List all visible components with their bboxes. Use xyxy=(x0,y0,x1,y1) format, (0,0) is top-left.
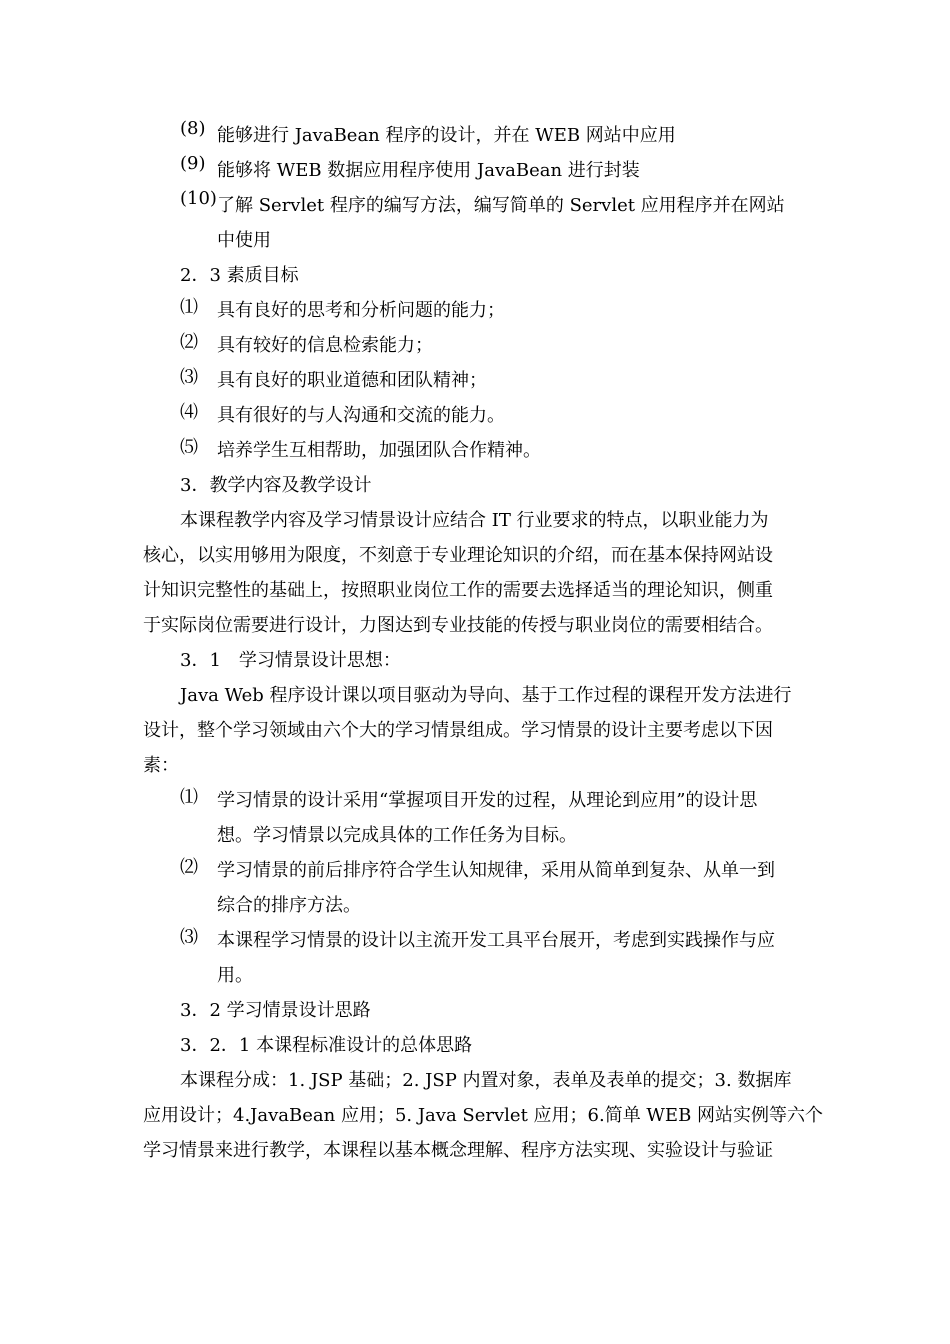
section-heading-3-2: 3．2 学习情景设计思路 xyxy=(180,1000,371,1021)
item-number: ⑶ xyxy=(180,367,198,388)
item-text-continued: 想。学习情景以完成具体的工作任务为目标。 xyxy=(217,825,577,846)
item-number: ⑵ xyxy=(180,332,198,353)
item-text: 培养学生互相帮助，加强团队合作精神。 xyxy=(217,440,541,461)
item-text: 具有良好的职业道德和团队精神； xyxy=(217,370,487,391)
paragraph-line: 设计，整个学习领域由六个大的学习情景组成。学习情景的设计主要考虑以下因 xyxy=(143,720,773,741)
page-content xyxy=(143,118,824,1168)
paragraph xyxy=(143,678,808,783)
item-number: (10) xyxy=(180,188,217,209)
list-item xyxy=(180,923,808,993)
item-text-continued: 中使用 xyxy=(217,230,271,251)
list-item xyxy=(180,153,808,188)
item-text: 能够进行 JavaBean 程序的设计，并在 WEB 网站中应用 xyxy=(217,125,676,146)
paragraph-line: 核心，以实用够用为限度，不刻意于专业理论知识的介绍，而在基本保持网站设 xyxy=(143,545,773,566)
paragraph-line: 本课程教学内容及学习情景设计应结合 IT 行业要求的特点，以职业能力为 xyxy=(180,510,769,531)
list-item xyxy=(180,783,808,853)
item-text: 本课程学习情景的设计以主流开发工具平台展开，考虑到实践操作与应 xyxy=(217,930,775,951)
section-heading-2-3: 2．3 素质目标 xyxy=(180,265,299,286)
item-text: 具有较好的信息检索能力； xyxy=(217,335,433,356)
list-item xyxy=(180,118,808,153)
section-heading-3: 3．教学内容及教学设计 xyxy=(180,475,372,496)
item-text: 了解 Servlet 程序的编写方法，编写简单的 Servlet 应用程序并在网站 xyxy=(217,195,785,216)
item-number: ⑴ xyxy=(180,787,198,808)
item-text: 具有良好的思考和分析问题的能力； xyxy=(217,300,505,321)
list-item xyxy=(180,363,808,398)
paragraph-line: 应用设计；4.JavaBean 应用；5. Java Servlet 应用；6.简单 WEB 网站实例等六个 xyxy=(143,1105,824,1126)
paragraph-line: 素： xyxy=(143,755,179,776)
list-item xyxy=(180,853,808,923)
list-item xyxy=(180,188,808,258)
paragraph-line: 本课程分成：1. JSP 基础；2. JSP 内置对象，表单及表单的提交；3. 数据库 xyxy=(180,1070,792,1091)
item-number: ⑵ xyxy=(180,857,198,878)
list-item xyxy=(180,398,808,433)
section-heading-3-1: 3．1 学习情景设计思想： xyxy=(180,650,401,671)
section-heading-3-2-1: 3．2．1 本课程标准设计的总体思路 xyxy=(180,1035,473,1056)
list-item xyxy=(180,293,808,328)
paragraph-line: 计知识完整性的基础上，按照职业岗位工作的需要去选择适当的理论知识，侧重 xyxy=(143,580,773,601)
item-number: (8) xyxy=(180,118,206,139)
list-item xyxy=(180,328,808,363)
item-number: ⑸ xyxy=(180,437,198,458)
item-number: ⑴ xyxy=(180,297,198,318)
paragraph-line: 学习情景来进行教学，本课程以基本概念理解、程序方法实现、实验设计与验证 xyxy=(143,1140,773,1161)
paragraph xyxy=(143,503,808,643)
item-text: 能够将 WEB 数据应用程序使用 JavaBean 进行封装 xyxy=(217,160,640,181)
item-text: 具有很好的与人沟通和交流的能力。 xyxy=(217,405,505,426)
item-text: 学习情景的前后排序符合学生认知规律，采用从简单到复杂、从单一到 xyxy=(217,860,775,881)
list-item xyxy=(180,433,808,468)
paragraph-line: Java Web 程序设计课以项目驱动为导向、基于工作过程的课程开发方法进行 xyxy=(180,685,792,706)
paragraph-line: 于实际岗位需要进行设计，力图达到专业技能的传授与职业岗位的需要相结合。 xyxy=(143,615,773,636)
paragraph xyxy=(143,1063,824,1168)
item-text: 学习情景的设计采用“掌握项目开发的过程，从理论到应用”的设计思 xyxy=(217,790,758,811)
item-text-continued: 综合的排序方法。 xyxy=(217,895,361,916)
item-number: (9) xyxy=(180,153,206,174)
item-number: ⑷ xyxy=(180,402,198,423)
item-text-continued: 用。 xyxy=(217,965,253,986)
item-number: ⑶ xyxy=(180,927,198,948)
